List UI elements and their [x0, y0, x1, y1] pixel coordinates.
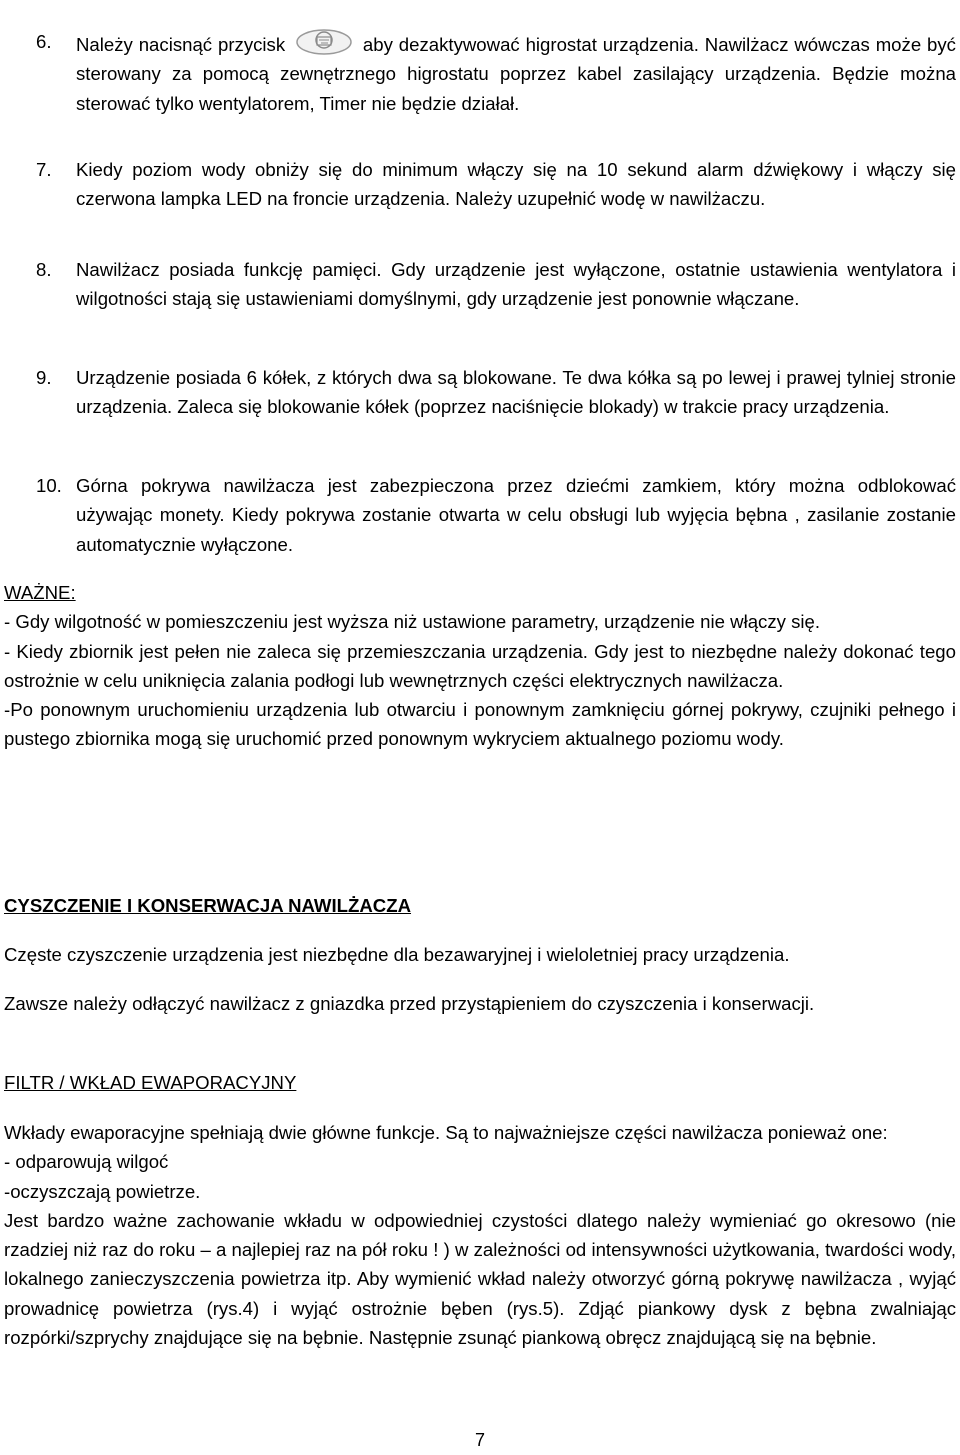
item-text-after: aby dezaktywować higrostat urządzenia. Nawilżacz wówczas może być sterowany za pomocą zewnętrznego higrostatu poprzez kabel zasilający urządzenia. Będzie można sterować tylko wentylatorem, Timer nie będzie działał.	[76, 34, 956, 114]
important-heading: WAŻNE:	[4, 582, 76, 603]
list-item-8	[36, 255, 956, 314]
item-number: 7.	[36, 159, 52, 180]
item-number: 8.	[36, 259, 52, 280]
list-item-7	[36, 155, 956, 214]
item-text: Nawilżacz posiada funkcję pamięci. Gdy urządzenie jest wyłączone, ostatnie ustawienia wentylatora i wilgotności stają się ustawieniami domyślnymi, gdy urządzenie jest ponownie włączane.	[76, 259, 956, 310]
list-item-9	[36, 363, 956, 422]
cleaning-section	[4, 891, 956, 920]
filter-body: Jest bardzo ważne zachowanie wkładu w odpowiedniej czystości dlatego należy wymieniać go okresowo (nie rzadziej niż raz do roku – a najlepiej raz na pół roku ! ) w zależności od intensywności użytkowania, twardości wody, lokalnego zanieczyszczenia powietrza itp. Aby wymienić wkład należy otworzyć górną pokrywę nawilżacza , wyjąć prowadnicę powietrza (rys.4) i wyjąć ostrożnie bęben (rys.5). Zdjąć piankowy dysk z bębna zwalniając rozpórki/szprychy znajdujące się na bębnie. Następnie zsunąć piankową obręcz znajdującą się na bębnie.	[4, 1209, 956, 1349]
item-number: 9.	[36, 367, 52, 388]
filter-section	[4, 1068, 956, 1097]
item-number: 10.	[36, 475, 62, 496]
item-number: 6.	[36, 31, 52, 52]
filter-heading: FILTR / WKŁAD EWAPORACYJNY	[4, 1072, 297, 1093]
filter-function-2: -oczyszczają powietrze.	[4, 1180, 201, 1202]
item-text: Kiedy poziom wody obniży się do minimum włączy się na 10 sekund alarm dźwiękowy i włączy się czerwona lampka LED na froncie urządzenia. Należy uzupełnić wodę w nawilżaczu.	[76, 159, 956, 210]
item-text: Urządzenie posiada 6 kółek, z których dwa są blokowane. Te dwa kółka są po lewej i prawej tylniej stronie urządzenia. Zaleca się blokowanie kółek (poprzez naciśnięcie blokady) w trakcie pracy urządzenia.	[76, 367, 956, 418]
item-text-before: Należy nacisnąć przycisk	[76, 34, 286, 55]
important-section	[4, 578, 956, 754]
hygrostat-button-icon	[295, 27, 353, 57]
page-number: 7	[474, 1430, 485, 1450]
cleaning-paragraph-1: Częste czyszczenie urządzenia jest niezbędne dla bezawaryjnej i wieloletniej pracy urządzenia.	[4, 944, 790, 965]
list-item-10	[36, 471, 956, 559]
item-text: Górna pokrywa nawilżacza jest zabezpieczona przez dziećmi zamkiem, który można odblokować używając monety. Kiedy pokrywa zostanie otwarta w celu obsługi lub wyjęcia bębna , zasilanie zostanie automatycznie wyłączone.	[76, 475, 956, 555]
cleaning-paragraph-2: Zawsze należy odłączyć nawilżacz z gniazdka przed przystąpieniem do czyszczenia i konserwacji.	[4, 993, 815, 1014]
important-line-1: - Gdy wilgotność w pomieszczeniu jest wyższa niż ustawione parametry, urządzenie nie włączy się.	[4, 611, 821, 633]
filter-intro: Wkłady ewaporacyjne spełniają dwie główne funkcje. Są to najważniejsze części nawilżacza ponieważ one:	[4, 1122, 888, 1143]
important-line-3: -Po ponownym uruchomieniu urządzenia lub otwarciu i ponownym zamknięciu górnej pokrywy, czujniki pełnego i pustego zbiornika mogą się uruchomić przed ponownym wykryciem aktualnego poziomu wody.	[4, 699, 956, 750]
important-line-2: - Kiedy zbiornik jest pełen nie zaleca się przemieszczania urządzenia. Gdy jest to niezbędne należy dokonać tego ostrożnie w celu uniknięcia zalania podłogi lub wewnętrznych części elektrycznych nawilżacza.	[4, 640, 956, 691]
list-item-6	[36, 27, 956, 118]
cleaning-heading: CYSZCZENIE I KONSERWACJA NAWILŻACZA	[4, 895, 412, 916]
filter-function-1: - odparowują wilgoć	[4, 1151, 169, 1173]
